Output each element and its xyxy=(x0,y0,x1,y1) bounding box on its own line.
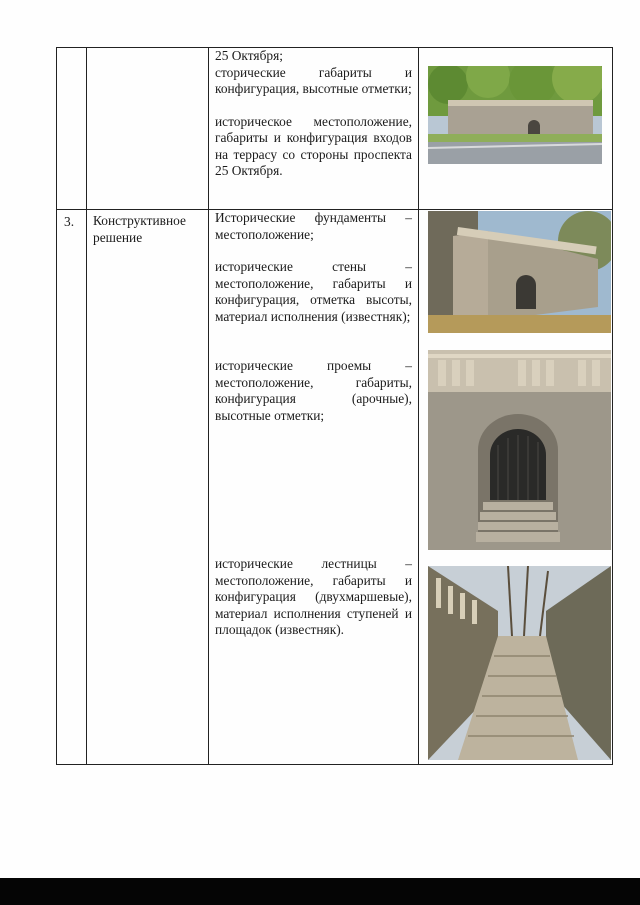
criterion-cell: Конструктивное решение xyxy=(87,210,209,765)
photo-cell xyxy=(419,48,613,210)
staircase-photo xyxy=(428,566,611,760)
subject-item: исторические стены – местоположение, габариты и конфигурация, отметка высоты, материал исполнения (известняк); xyxy=(215,259,412,324)
subject-cell xyxy=(209,48,419,210)
row-number: 3. xyxy=(57,210,87,765)
arched-opening-photo xyxy=(428,350,611,550)
terrace-street-photo xyxy=(428,66,602,164)
table-row xyxy=(57,210,613,765)
photo-cell xyxy=(419,210,613,765)
criterion-cell-empty xyxy=(87,48,209,210)
number-cell-empty xyxy=(57,48,87,210)
subject-line: историческое местоположение, габариты и конфигурация входов на террасу со стороны проспекта 25 Октября. xyxy=(215,113,412,178)
table-row xyxy=(57,48,613,210)
subject-line: сторические габариты и конфигурация, высотные отметки; xyxy=(215,64,412,96)
subject-item: Исторические фундаменты – местоположение; xyxy=(215,210,412,242)
subject-cell xyxy=(209,210,419,765)
wall-corner-photo xyxy=(428,211,611,333)
subject-line: 25 Октября; xyxy=(215,48,283,63)
protection-table xyxy=(56,47,613,765)
scan-border xyxy=(0,878,640,905)
subject-item: исторические проемы – местоположение, габариты, конфигурация (арочные), высотные отметки; xyxy=(215,358,412,423)
subject-item: исторические лестницы – местоположение, габариты и конфигурация (двухмаршевые), материал исполнения ступеней и площадок (известняк). xyxy=(215,556,412,637)
